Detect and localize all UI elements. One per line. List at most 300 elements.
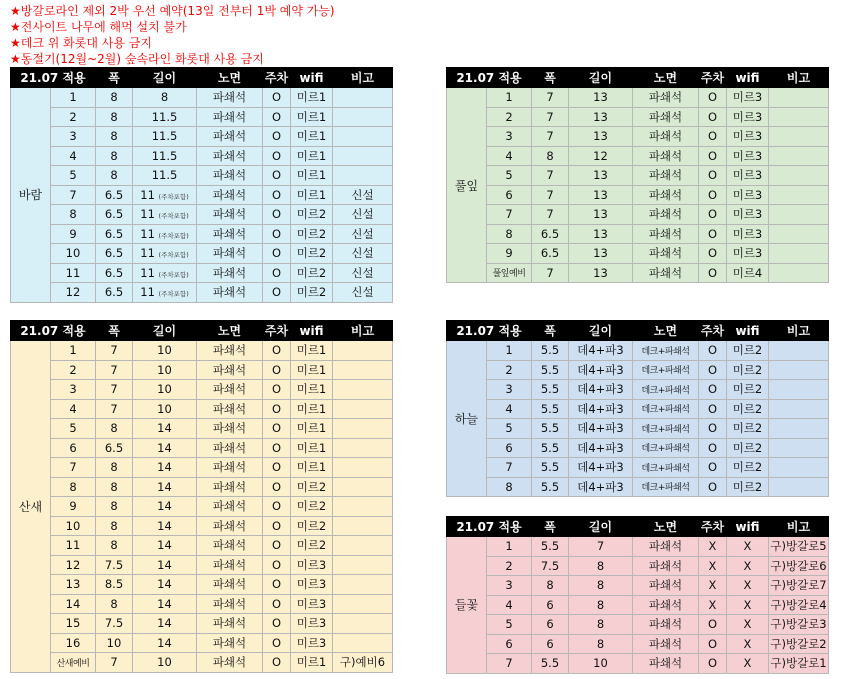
site-length-value: 14: [157, 499, 172, 514]
site-parking: O: [263, 633, 291, 653]
site-number: 5: [487, 419, 532, 439]
length-note: (주차포함): [158, 251, 189, 260]
column-header: 노면: [633, 321, 699, 341]
site-width: 8: [96, 107, 133, 127]
site-number: 1: [487, 341, 532, 361]
column-header: 21.07 적용: [447, 517, 532, 537]
site-parking: O: [263, 497, 291, 517]
table-row: [11, 224, 393, 244]
site-remark: [769, 88, 829, 108]
site-parking: O: [699, 634, 727, 654]
site-width: 5.5: [532, 419, 569, 439]
site-remark: 구)방갈로4: [769, 595, 829, 615]
table-row: [11, 360, 393, 380]
site-length: [133, 653, 197, 673]
site-surface: 파쇄석: [197, 146, 263, 166]
site-number: 3: [487, 380, 532, 400]
site-remark: [769, 185, 829, 205]
site-length-value: 11.5: [151, 148, 178, 163]
site-parking: O: [263, 360, 291, 380]
site-surface: 파쇄석: [197, 127, 263, 147]
site-number: 1: [487, 88, 532, 108]
site-wifi: 미르2: [291, 477, 333, 497]
site-parking: X: [699, 595, 727, 615]
site-wifi: 미르1: [291, 653, 333, 673]
site-remark: [769, 360, 829, 380]
site-parking: O: [699, 88, 727, 108]
site-remark: 구)예비6: [333, 653, 393, 673]
site-parking: O: [263, 653, 291, 673]
table-pulip: [446, 67, 829, 283]
site-number: 6: [487, 185, 532, 205]
site-length-value: 14: [157, 635, 172, 650]
site-number: 14: [51, 594, 96, 614]
site-number: 2: [487, 360, 532, 380]
site-surface: 파쇄석: [197, 283, 263, 303]
site-surface: 파쇄석: [633, 537, 699, 557]
site-remark: [769, 477, 829, 497]
table-row: [11, 497, 393, 517]
site-wifi: 미르2: [291, 497, 333, 517]
site-surface: 파쇄석: [633, 556, 699, 576]
site-length: [569, 654, 633, 674]
table-row: [11, 166, 393, 186]
site-parking: O: [263, 244, 291, 264]
site-surface: 파쇄석: [197, 341, 263, 361]
site-length: [133, 575, 197, 595]
site-wifi: 미르2: [291, 516, 333, 536]
site-length-value: 14: [157, 440, 172, 455]
notice-list: [10, 3, 335, 67]
site-wifi: 미르2: [727, 419, 769, 439]
site-wifi: X: [727, 654, 769, 674]
site-wifi: 미르2: [727, 360, 769, 380]
site-parking: O: [699, 458, 727, 478]
site-length-value: 13: [593, 129, 608, 144]
site-wifi: 미르2: [727, 341, 769, 361]
site-parking: O: [699, 360, 727, 380]
site-length-value: 8: [596, 558, 605, 573]
column-header: 21.07 적용: [11, 68, 96, 88]
site-wifi: 미르3: [727, 224, 769, 244]
site-surface: 파쇄석: [197, 205, 263, 225]
site-surface: 데크+파쇄석: [633, 360, 699, 380]
site-width: 8: [96, 516, 133, 536]
site-remark: 구)방갈로5: [769, 537, 829, 557]
site-length-value: 데4+파3: [577, 421, 624, 436]
site-length-value: 14: [157, 538, 172, 553]
site-surface: 파쇄석: [633, 576, 699, 596]
table-row: [11, 341, 393, 361]
site-width: 7: [532, 263, 569, 283]
site-length-value: 데4+파3: [577, 401, 624, 416]
site-length-value: 14: [157, 479, 172, 494]
site-width: 8: [96, 166, 133, 186]
site-number: 8: [51, 477, 96, 497]
zone-name: 들꽃: [447, 537, 487, 674]
notice-line: ★방갈로라인 제외 2박 우선 예약(13일 전부터 1박 예약 가능): [10, 4, 335, 18]
site-number: 풀잎예비: [487, 263, 532, 283]
site-surface: 파쇄석: [633, 107, 699, 127]
site-number: 2: [51, 107, 96, 127]
site-length-value: 8: [160, 90, 169, 105]
table-row: [447, 341, 829, 361]
site-remark: [769, 127, 829, 147]
site-length-value: 8: [596, 578, 605, 593]
site-number: 8: [51, 205, 96, 225]
site-surface: 파쇄석: [633, 88, 699, 108]
site-surface: 파쇄석: [633, 127, 699, 147]
site-width: 7: [96, 399, 133, 419]
site-width: 6.5: [96, 283, 133, 303]
site-number: 16: [51, 633, 96, 653]
site-wifi: 미르3: [727, 88, 769, 108]
column-header: 비고: [769, 321, 829, 341]
site-length: [569, 146, 633, 166]
table-deulkkot: [446, 516, 829, 674]
column-header: 폭: [532, 321, 569, 341]
site-length: [569, 263, 633, 283]
column-header: 주차: [699, 517, 727, 537]
site-remark: [333, 594, 393, 614]
site-wifi: 미르1: [291, 438, 333, 458]
header-row: [447, 517, 829, 537]
site-remark: [769, 244, 829, 264]
site-length: [133, 419, 197, 439]
table-row: [11, 88, 393, 108]
site-length: [569, 360, 633, 380]
site-number: 6: [51, 438, 96, 458]
site-width: 5.5: [532, 477, 569, 497]
site-width: 8: [96, 477, 133, 497]
site-remark: 신설: [333, 244, 393, 264]
site-length: [133, 497, 197, 517]
site-length-value: 14: [157, 460, 172, 475]
site-wifi: 미르1: [291, 341, 333, 361]
site-length: [569, 341, 633, 361]
site-wifi: 미르3: [727, 205, 769, 225]
site-wifi: X: [727, 576, 769, 596]
column-header: 21.07 적용: [447, 321, 532, 341]
site-surface: 파쇄석: [633, 166, 699, 186]
site-length: [569, 380, 633, 400]
site-width: 8: [532, 146, 569, 166]
site-surface: 데크+파쇄석: [633, 419, 699, 439]
table-row: [11, 458, 393, 478]
site-parking: O: [699, 185, 727, 205]
site-width: 5.5: [532, 537, 569, 557]
site-length-value: 11.5: [151, 129, 178, 144]
site-parking: X: [699, 537, 727, 557]
site-width: 7: [532, 185, 569, 205]
site-remark: 구)방갈로6: [769, 556, 829, 576]
notice-line: ★데크 위 화롯대 사용 금지: [10, 36, 152, 50]
site-number: 9: [51, 224, 96, 244]
zone-name: 하늘: [447, 341, 487, 497]
header-row: [11, 321, 393, 341]
site-length: [133, 360, 197, 380]
site-width: 8: [96, 497, 133, 517]
site-length: [569, 595, 633, 615]
site-remark: [769, 458, 829, 478]
site-length: [133, 341, 197, 361]
site-remark: 신설: [333, 283, 393, 303]
site-wifi: 미르2: [291, 244, 333, 264]
table-row: [11, 555, 393, 575]
table-row: [11, 594, 393, 614]
site-number: 10: [51, 244, 96, 264]
site-number: 5: [487, 166, 532, 186]
site-width: 6.5: [96, 185, 133, 205]
site-width: 6.5: [96, 263, 133, 283]
site-number: 4: [487, 595, 532, 615]
site-length-value: 13: [593, 226, 608, 241]
table-sansae: [10, 320, 393, 673]
site-wifi: 미르2: [291, 205, 333, 225]
site-remark: [769, 399, 829, 419]
site-length-value: 11: [140, 226, 155, 241]
table-row: [11, 477, 393, 497]
site-width: 8: [96, 88, 133, 108]
site-width: 7: [96, 341, 133, 361]
site-length: [569, 127, 633, 147]
site-length-value: 데4+파3: [577, 362, 624, 377]
site-number: 3: [487, 127, 532, 147]
site-wifi: 미르2: [727, 458, 769, 478]
column-header: 노면: [633, 68, 699, 88]
site-wifi: 미르1: [291, 146, 333, 166]
site-width: 5.5: [532, 341, 569, 361]
site-number: 6: [487, 634, 532, 654]
column-header: 주차: [263, 321, 291, 341]
table-baram: [10, 67, 393, 303]
site-width: 6.5: [532, 244, 569, 264]
site-length-value: 13: [593, 90, 608, 105]
site-length: [569, 537, 633, 557]
site-parking: O: [699, 380, 727, 400]
site-wifi: X: [727, 634, 769, 654]
site-length-value: 14: [157, 518, 172, 533]
site-remark: [333, 633, 393, 653]
table-row: [11, 244, 393, 264]
table-row: [447, 88, 829, 108]
site-length: [133, 633, 197, 653]
site-parking: O: [263, 399, 291, 419]
site-length: [569, 477, 633, 497]
site-length-value: 13: [593, 246, 608, 261]
site-parking: O: [699, 166, 727, 186]
site-number: 산새예비: [51, 653, 96, 673]
site-wifi: 미르1: [291, 88, 333, 108]
table-row: [447, 380, 829, 400]
site-length: [133, 594, 197, 614]
site-length-value: 데4+파3: [577, 382, 624, 397]
table-row: [11, 185, 393, 205]
site-number: 11: [51, 536, 96, 556]
site-width: 6.5: [96, 244, 133, 264]
site-length-value: 데4+파3: [577, 343, 624, 358]
site-remark: 신설: [333, 224, 393, 244]
table-row: [447, 107, 829, 127]
table-row: [447, 263, 829, 283]
site-surface: 파쇄석: [197, 575, 263, 595]
site-length: [133, 244, 197, 264]
site-parking: O: [263, 575, 291, 595]
site-wifi: 미르1: [291, 185, 333, 205]
column-header: 21.07 적용: [11, 321, 96, 341]
site-width: 7.5: [532, 556, 569, 576]
site-number: 2: [487, 107, 532, 127]
table-row: [11, 399, 393, 419]
site-parking: O: [263, 438, 291, 458]
site-surface: 파쇄석: [197, 614, 263, 634]
site-width: 5.5: [532, 360, 569, 380]
column-header: wifi: [727, 321, 769, 341]
site-width: 6: [532, 595, 569, 615]
site-parking: X: [699, 576, 727, 596]
site-length-value: 11: [140, 285, 155, 300]
table-row: [11, 107, 393, 127]
site-length: [569, 224, 633, 244]
site-wifi: 미르3: [291, 633, 333, 653]
site-length: [133, 380, 197, 400]
site-surface: 파쇄석: [197, 185, 263, 205]
site-wifi: 미르2: [291, 536, 333, 556]
site-length-value: 10: [157, 401, 172, 416]
site-width: 8: [96, 146, 133, 166]
site-surface: 파쇄석: [633, 263, 699, 283]
site-remark: [333, 107, 393, 127]
table-row: [447, 224, 829, 244]
table-row: [447, 537, 829, 557]
column-header: 주차: [699, 321, 727, 341]
site-surface: 데크+파쇄석: [633, 438, 699, 458]
site-wifi: 미르3: [291, 555, 333, 575]
site-number: 7: [487, 654, 532, 674]
site-parking: O: [263, 205, 291, 225]
site-wifi: 미르3: [291, 594, 333, 614]
site-length-value: 10: [157, 382, 172, 397]
site-length: [133, 536, 197, 556]
table-row: [11, 614, 393, 634]
site-surface: 데크+파쇄석: [633, 399, 699, 419]
site-surface: 파쇄석: [633, 205, 699, 225]
site-length: [569, 166, 633, 186]
site-surface: 파쇄석: [633, 654, 699, 674]
site-surface: 파쇄석: [633, 634, 699, 654]
zone-name: 산새: [11, 341, 51, 673]
site-wifi: 미르3: [291, 614, 333, 634]
site-surface: 파쇄석: [197, 244, 263, 264]
length-note: (주차포함): [158, 270, 189, 279]
site-number: 4: [487, 146, 532, 166]
site-length: [133, 614, 197, 634]
site-surface: 파쇄석: [633, 146, 699, 166]
site-parking: O: [263, 458, 291, 478]
site-surface: 파쇄석: [197, 555, 263, 575]
table-row: [447, 419, 829, 439]
site-wifi: 미르4: [727, 263, 769, 283]
site-remark: 구)방갈로3: [769, 615, 829, 635]
site-remark: [333, 88, 393, 108]
site-length: [569, 615, 633, 635]
site-number: 1: [487, 537, 532, 557]
site-length: [569, 438, 633, 458]
site-length: [133, 224, 197, 244]
site-wifi: 미르3: [727, 166, 769, 186]
site-length-value: 10: [593, 656, 608, 671]
site-length: [569, 634, 633, 654]
site-parking: O: [263, 127, 291, 147]
column-header: 길이: [133, 68, 197, 88]
column-header: 길이: [133, 321, 197, 341]
column-header: wifi: [291, 321, 333, 341]
site-number: 12: [51, 283, 96, 303]
site-length-value: 데4+파3: [577, 479, 624, 494]
site-number: 8: [487, 224, 532, 244]
site-wifi: 미르2: [291, 224, 333, 244]
site-remark: [769, 419, 829, 439]
site-wifi: X: [727, 556, 769, 576]
site-length: [133, 458, 197, 478]
table-row: [11, 380, 393, 400]
site-width: 8: [96, 127, 133, 147]
site-wifi: 미르3: [291, 575, 333, 595]
site-remark: [333, 458, 393, 478]
site-length-value: 11.5: [151, 168, 178, 183]
site-remark: [333, 536, 393, 556]
table-row: [447, 438, 829, 458]
site-parking: O: [699, 244, 727, 264]
site-remark: [769, 107, 829, 127]
site-length-value: 11: [140, 187, 155, 202]
site-parking: O: [699, 477, 727, 497]
site-wifi: 미르1: [291, 107, 333, 127]
site-width: 5.5: [532, 654, 569, 674]
site-surface: 파쇄석: [633, 615, 699, 635]
site-wifi: 미르3: [727, 107, 769, 127]
site-width: 7.5: [96, 614, 133, 634]
length-note: (주차포함): [158, 290, 189, 299]
table-row: [11, 653, 393, 673]
site-length: [569, 185, 633, 205]
table-row: [447, 615, 829, 635]
site-remark: 구)방갈로2: [769, 634, 829, 654]
site-remark: [333, 127, 393, 147]
site-wifi: 미르1: [291, 360, 333, 380]
site-number: 6: [487, 438, 532, 458]
site-length: [569, 419, 633, 439]
site-parking: O: [263, 166, 291, 186]
site-parking: O: [263, 107, 291, 127]
site-remark: 구)방갈로7: [769, 576, 829, 596]
column-header: 비고: [769, 68, 829, 88]
site-parking: O: [699, 438, 727, 458]
site-length-value: 11: [140, 207, 155, 222]
site-parking: O: [263, 614, 291, 634]
site-length: [133, 438, 197, 458]
site-parking: O: [263, 341, 291, 361]
site-remark: [333, 419, 393, 439]
table-row: [447, 185, 829, 205]
site-wifi: 미르2: [727, 477, 769, 497]
site-surface: 파쇄석: [633, 185, 699, 205]
site-length: [133, 185, 197, 205]
site-remark: [769, 166, 829, 186]
table-row: [11, 263, 393, 283]
site-width: 10: [96, 633, 133, 653]
site-length-value: 7: [596, 539, 605, 554]
